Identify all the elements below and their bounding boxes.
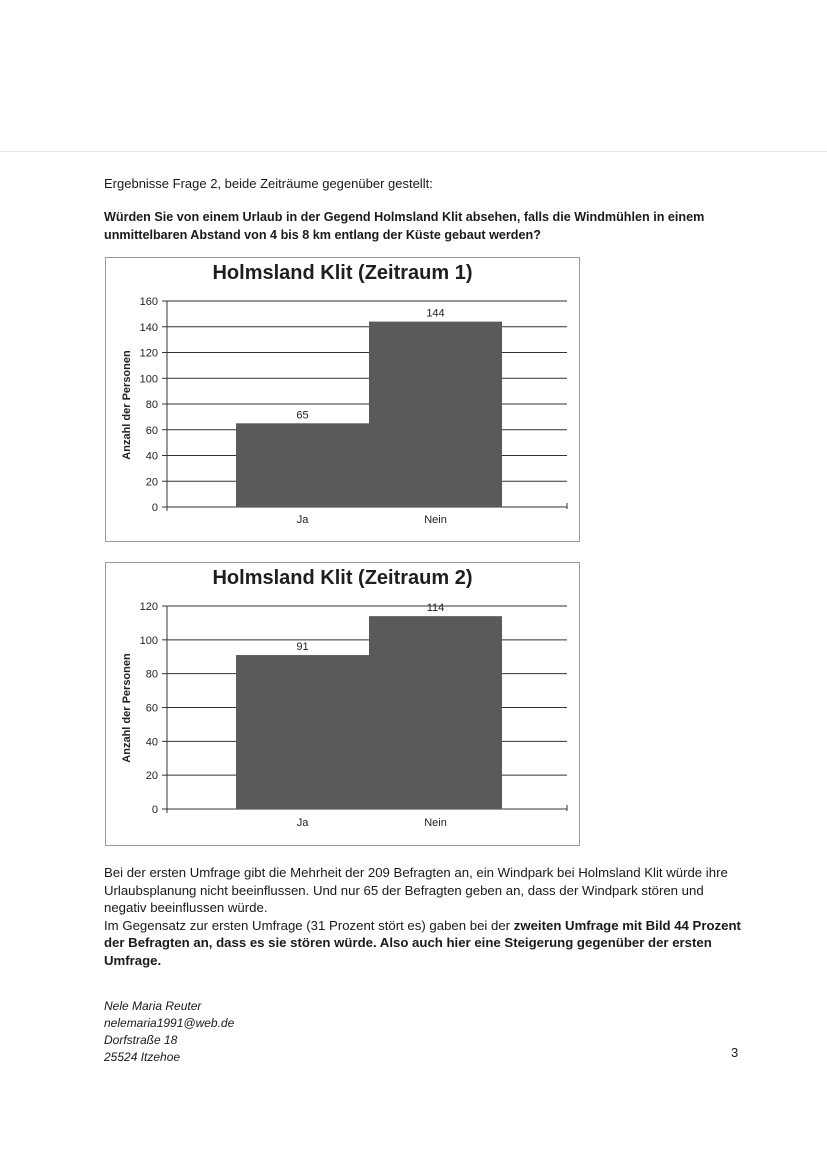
y-tick-label: 80 <box>145 399 158 411</box>
chart-title: Holmsland Klit (Zeitraum 2) <box>212 567 473 589</box>
y-tick-label: 80 <box>145 668 158 681</box>
bar-nein <box>369 616 502 809</box>
paragraph-2 <box>104 917 744 970</box>
y-tick-label: 20 <box>145 770 158 783</box>
chart-plot <box>106 563 579 845</box>
x-tick-label: Ja <box>296 514 309 526</box>
y-tick-label: 140 <box>139 321 158 334</box>
y-tick-label: 0 <box>151 502 158 514</box>
x-tick-label: Nein <box>424 514 447 526</box>
y-tick-label: 60 <box>145 424 158 437</box>
y-tick-label: 0 <box>151 804 158 816</box>
author-city: 25524 Itzehoe <box>104 1050 181 1064</box>
paragraph-2-normal: Im Gegensatz zur ersten Umfrage (31 Prozent stört es) gaben bei der <box>104 917 514 933</box>
author-name: Nele Maria Reuter <box>104 999 202 1013</box>
x-tick-label: Ja <box>296 817 309 829</box>
survey-question: Würden Sie von einem Urlaub in der Gegend Holmsland Klit absehen, falls die Windmühlen in einem unmittelbaren Abstand von 4 bis 8 km entlang der Küste gebaut werden? <box>104 210 705 242</box>
y-tick-label: 100 <box>139 634 158 647</box>
chart-title: Holmsland Klit (Zeitraum 1) <box>212 262 473 284</box>
y-tick-label: 40 <box>145 736 158 749</box>
author-footer <box>104 998 234 1066</box>
y-tick-label: 60 <box>145 702 158 715</box>
data-label: 65 <box>296 409 309 422</box>
y-tick-label: 40 <box>145 450 158 463</box>
data-label: 91 <box>296 641 309 654</box>
author-street: Dorfstraße 18 <box>104 1033 178 1047</box>
chart-plot <box>106 258 579 541</box>
chart-zeitraum-1 <box>105 257 580 542</box>
y-tick-label: 20 <box>145 476 158 489</box>
paragraph-2-bold: zweiten Umfrage mit Bild 44 Prozent der Befragten an, dass es sie stören würde. Also auch hier eine Steigerung gegenüber der ersten Umfrage. <box>104 917 741 968</box>
data-label: 114 <box>426 602 445 615</box>
y-tick-label: 160 <box>139 296 158 308</box>
page-top-rule <box>0 151 827 152</box>
bar-nein <box>369 322 502 507</box>
y-axis-label: Anzahl der Personen <box>121 653 133 763</box>
bar-ja <box>236 655 369 809</box>
bar-ja <box>236 423 369 507</box>
y-tick-label: 120 <box>139 347 158 360</box>
page-number: 3 <box>731 1045 739 1060</box>
chart-zeitraum-2 <box>105 562 580 846</box>
y-axis-label: Anzahl der Personen <box>121 350 133 460</box>
paragraph-1: Bei der ersten Umfrage gibt die Mehrheit der 209 Befragten an, ein Windpark bei Holmsland Klit würde ihre Urlaubsplanung nicht beeinflussen. Und nur 65 der Befragten geben an, dass der Windpark stören und negativ beeinflussen würde. <box>104 865 728 916</box>
y-tick-label: 100 <box>139 373 158 386</box>
author-email: nelemaria1991@web.de <box>104 1016 235 1030</box>
body-text <box>104 864 744 970</box>
x-tick-label: Nein <box>424 817 447 829</box>
data-label: 144 <box>426 307 445 320</box>
intro-text: Ergebnisse Frage 2, beide Zeiträume gegenüber gestellt: <box>104 176 433 191</box>
y-tick-label: 120 <box>139 601 158 613</box>
